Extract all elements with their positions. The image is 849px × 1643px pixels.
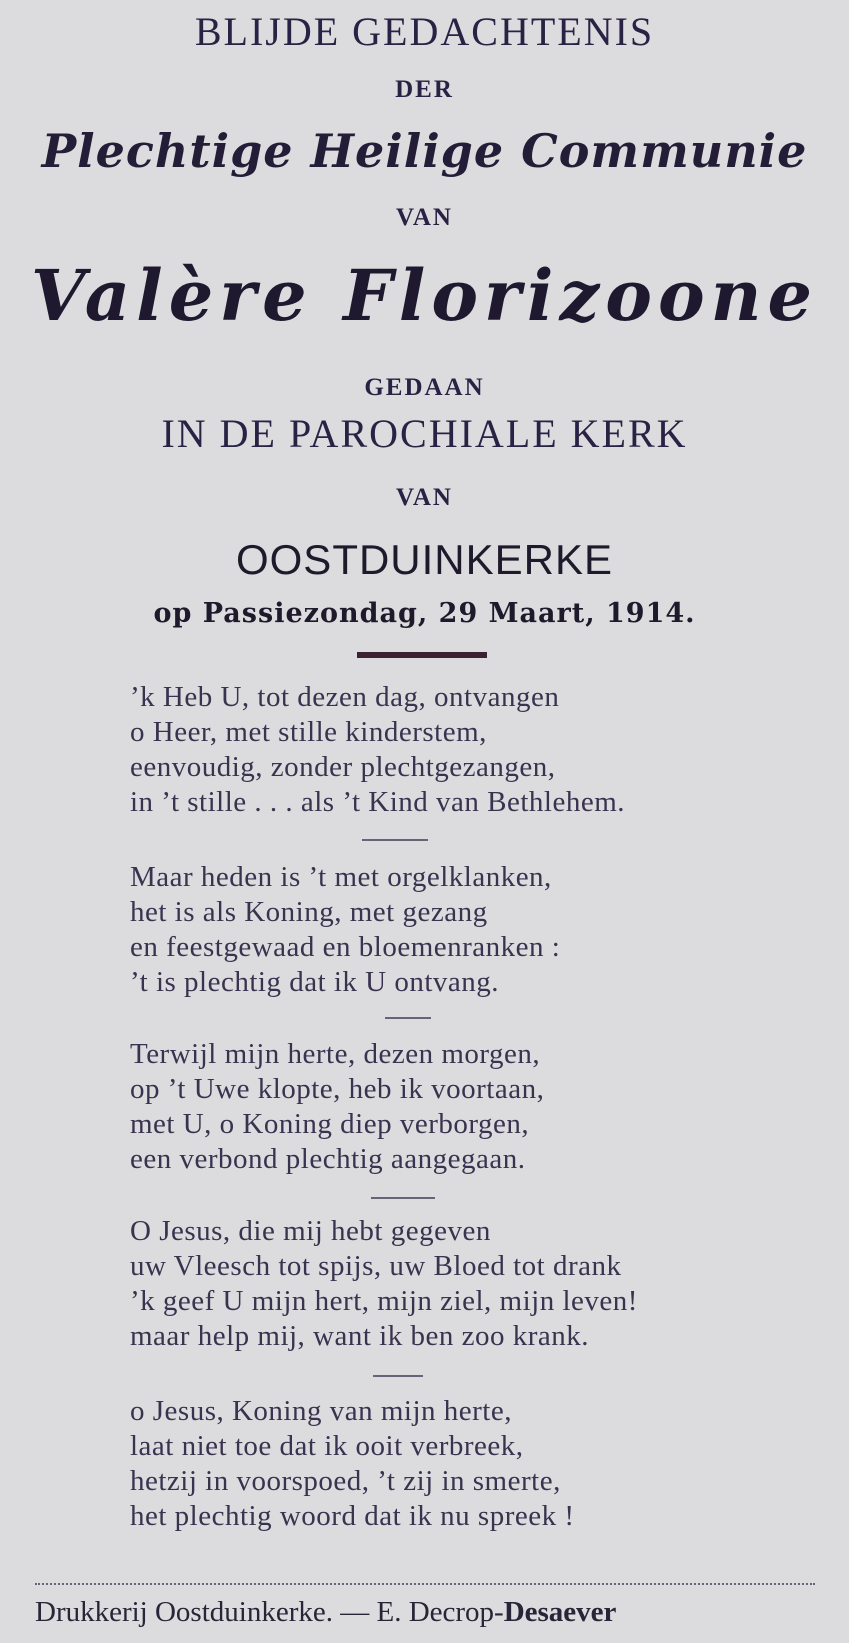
van-label-1: VAN — [396, 204, 453, 231]
poem-line: laat niet toe dat ik ooit verbreek, — [130, 1430, 524, 1462]
footer-dotted-rule — [35, 1583, 815, 1585]
gedaan-label: GEDAAN — [364, 374, 485, 401]
stanza-divider — [385, 1017, 431, 1019]
van-label-2: VAN — [396, 484, 453, 511]
poem-line: ’t is plechtig dat ik U ontvang. — [130, 966, 500, 998]
poem-line: Maar heden is ’t met orgelklanken, — [130, 861, 552, 893]
event-title: Plechtige Heilige Communie — [41, 124, 808, 178]
poem-line: ’k Heb U, tot dezen dag, ontvangen — [130, 681, 560, 713]
poem-line: met U, o Koning diep verborgen, — [130, 1108, 530, 1140]
poem-stanza-1 — [130, 680, 830, 820]
church-line: IN DE PAROCHIALE KERK — [161, 411, 688, 456]
printer-credit-text: Drukkerij Oostduinkerke. — E. Decrop- — [35, 1596, 504, 1628]
poem-line: op ’t Uwe klopte, heb ik voortaan, — [130, 1073, 545, 1105]
poem-line: eenvoudig, zonder plechtgezangen, — [130, 751, 556, 783]
poem-line: het is als Koning, met gezang — [130, 896, 488, 928]
communicant-name: Valère Florizoone — [30, 254, 819, 337]
printer-credit — [35, 1596, 820, 1629]
poem-stanza-3 — [130, 1037, 830, 1177]
poem-line: het plechtig woord dat ik nu spreek ! — [130, 1500, 575, 1532]
poem-line: Terwijl mijn herte, dezen morgen, — [130, 1038, 541, 1070]
poem-line: ’k geef U mijn hert, mijn ziel, mijn leven! — [130, 1285, 638, 1317]
poem-line: en feestgewaad en bloemenranken : — [130, 931, 561, 963]
poem-line: hetzij in voorspoed, ’t zij in smerte, — [130, 1465, 561, 1497]
stanza-divider — [371, 1197, 435, 1199]
poem-stanza-2 — [130, 860, 830, 1000]
event-date: op Passiezondag, 29 Maart, 1914. — [153, 598, 696, 629]
poem-line: maar help mij, want ik ben zoo krank. — [130, 1320, 590, 1352]
poem-line: een verbond plechtig aangegaan. — [130, 1143, 526, 1175]
header-divider — [357, 652, 487, 658]
poem-stanza-5 — [130, 1394, 830, 1534]
poem-stanza-4 — [130, 1214, 830, 1354]
poem-line: O Jesus, die mij hebt gegeven — [130, 1215, 491, 1247]
poem-line: o Jesus, Koning van mijn herte, — [130, 1395, 512, 1427]
card-title: BLIJDE GEDACHTENIS — [194, 9, 655, 54]
place-name: OOSTDUINKERKE — [235, 536, 614, 583]
printer-credit-name: Desaever — [503, 1596, 617, 1628]
poem-line: o Heer, met stille kinderstem, — [130, 716, 487, 748]
stanza-divider — [362, 839, 428, 841]
der-label: DER — [395, 76, 454, 103]
poem-line: in ’t stille . . . als ’t Kind van Bethlehem. — [130, 786, 626, 818]
poem-line: uw Vleesch tot spijs, uw Bloed tot drank — [130, 1250, 622, 1282]
stanza-divider — [373, 1375, 423, 1377]
